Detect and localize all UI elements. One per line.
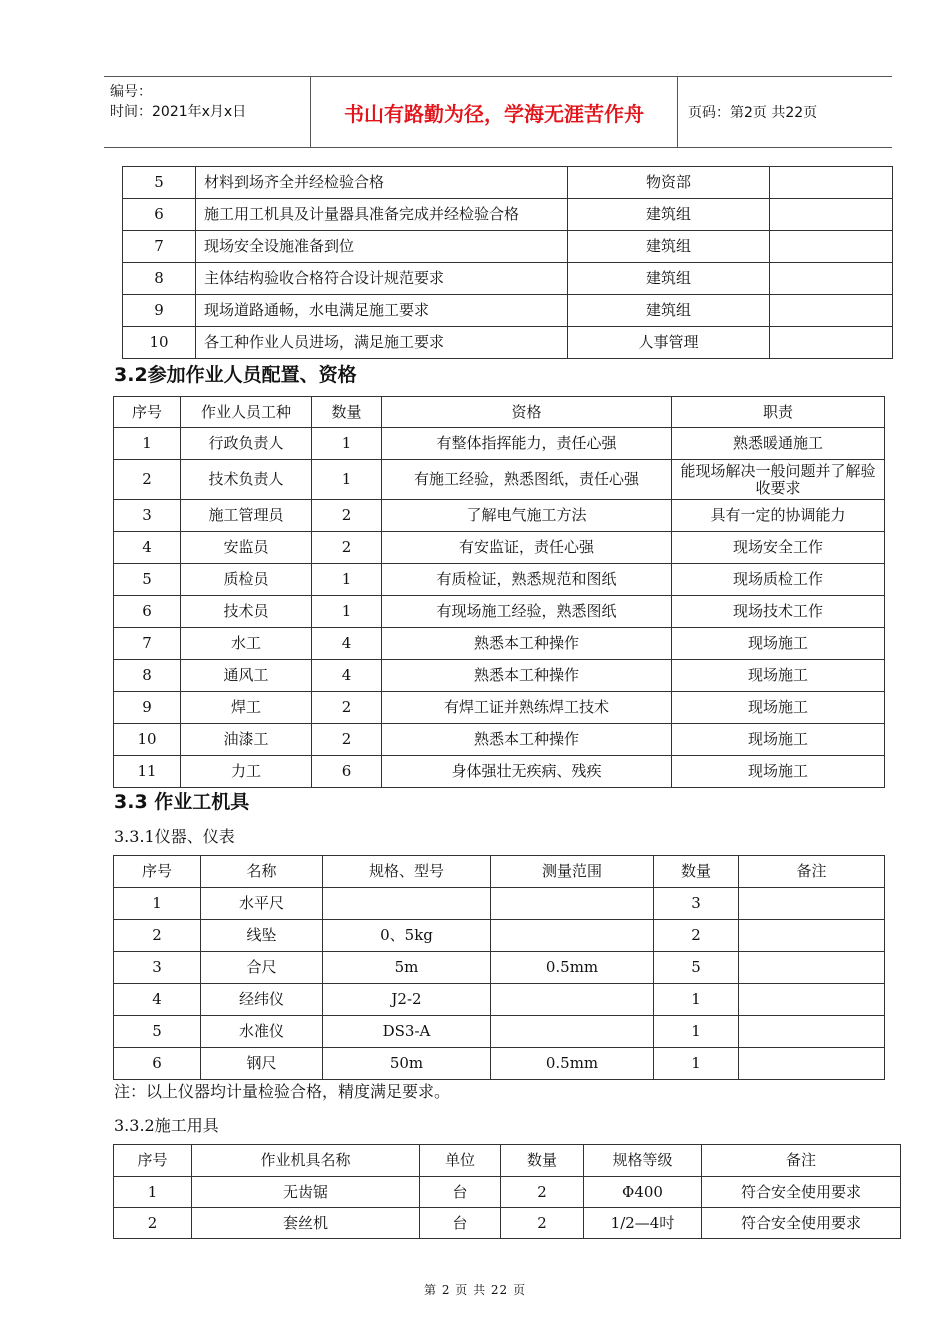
table-cell: 有安监证，责任心强: [382, 532, 672, 564]
table-cell: 现场技术工作: [672, 596, 885, 628]
table-cell: 建筑组: [568, 231, 770, 263]
header-row: [114, 856, 885, 888]
table-cell: 施工用工机具及计量器具准备完成并经检验合格: [196, 199, 568, 231]
table-row: [123, 231, 893, 263]
page-footer: 第 2 页 共 22 页: [424, 1283, 526, 1297]
table-cell: 6: [114, 596, 181, 628]
table-cell: 现场安全工作: [672, 532, 885, 564]
table-cell: 3: [114, 500, 181, 532]
table-cell: 7: [114, 628, 181, 660]
table-cell: 台: [420, 1177, 501, 1208]
section-3-3-title: 3.3 作业工机具: [114, 791, 250, 813]
table-cell: 8: [114, 660, 181, 692]
table-cell: [739, 984, 885, 1016]
table-cell: 主体结构验收合格符合设计规范要求: [196, 263, 568, 295]
table-cell: 8: [123, 263, 196, 295]
table-cell: 5: [654, 952, 739, 984]
table-cell: 2: [654, 920, 739, 952]
tools-table-body: [114, 1177, 901, 1239]
table-cell: 9: [114, 692, 181, 724]
column-header: 序号: [114, 397, 181, 428]
table-cell: 熟悉暖通施工: [672, 428, 885, 460]
column-header: 单位: [420, 1145, 501, 1177]
table-cell: 现场质检工作: [672, 564, 885, 596]
table-row: [114, 500, 885, 532]
table-cell: [770, 263, 893, 295]
header-row: [114, 397, 885, 428]
table-cell: 0.5mm: [491, 952, 654, 984]
column-header: 数量: [501, 1145, 584, 1177]
table-row: [114, 920, 885, 952]
table-cell: 1/2—4吋: [584, 1208, 702, 1239]
header-page-code: 页码：第2页 共22页: [688, 105, 818, 121]
table-row: [123, 263, 893, 295]
table-cell: 质检员: [181, 564, 312, 596]
table-cell: 现场道路通畅，水电满足施工要求: [196, 295, 568, 327]
table-row: [114, 532, 885, 564]
table-cell: 有整体指挥能力，责任心强: [382, 428, 672, 460]
table-cell: 施工管理员: [181, 500, 312, 532]
table-cell: 现场施工: [672, 724, 885, 756]
table-cell: 10: [123, 327, 196, 359]
table-cell: 9: [123, 295, 196, 327]
table-cell: [491, 1016, 654, 1048]
table-cell: 合尺: [201, 952, 323, 984]
table-row: [114, 1208, 901, 1239]
table-cell: 钢尺: [201, 1048, 323, 1080]
table-cell: 1: [654, 1048, 739, 1080]
table-cell: 0、5kg: [323, 920, 491, 952]
table-cell: [491, 984, 654, 1016]
column-header: 规格、型号: [323, 856, 491, 888]
table-row: [114, 460, 885, 500]
table-cell: 50m: [323, 1048, 491, 1080]
column-header: 作业机具名称: [192, 1145, 420, 1177]
section-3-3-2-title: 3.3.2施工用具: [114, 1116, 219, 1135]
table-cell: 6: [312, 756, 382, 788]
table-cell: [323, 888, 491, 920]
table-cell: 有质检证，熟悉规范和图纸: [382, 564, 672, 596]
table-cell: 材料到场齐全并经检验合格: [196, 167, 568, 199]
table-cell: 台: [420, 1208, 501, 1239]
table-cell: 套丝机: [192, 1208, 420, 1239]
header-meta: [104, 77, 310, 147]
table-cell: 水准仪: [201, 1016, 323, 1048]
table-cell: 2: [114, 460, 181, 500]
table-cell: 4: [114, 532, 181, 564]
column-header: 序号: [114, 856, 201, 888]
table-cell: 1: [312, 564, 382, 596]
table-cell: 有施工经验，熟悉图纸，责任心强: [382, 460, 672, 500]
table-cell: [491, 920, 654, 952]
table-cell: 5m: [323, 952, 491, 984]
table-cell: 行政负责人: [181, 428, 312, 460]
table-cell: 10: [114, 724, 181, 756]
column-header: 职责: [672, 397, 885, 428]
table-cell: 2: [501, 1208, 584, 1239]
header-number-label: 编号：: [110, 84, 152, 100]
table-cell: 建筑组: [568, 199, 770, 231]
column-header: 数量: [654, 856, 739, 888]
table-cell: 1: [312, 428, 382, 460]
column-header: 备注: [702, 1145, 901, 1177]
table-cell: Φ400: [584, 1177, 702, 1208]
table-cell: [491, 888, 654, 920]
table-row: [123, 295, 893, 327]
instruments-note: 注：以上仪器均计量检验合格，精度满足要求。: [114, 1082, 451, 1101]
table-row: [114, 1177, 901, 1208]
column-header: 资格: [382, 397, 672, 428]
table-cell: [739, 888, 885, 920]
table-cell: 熟悉本工种操作: [382, 628, 672, 660]
table-cell: 建筑组: [568, 295, 770, 327]
table-row: [123, 199, 893, 231]
table-cell: 了解电气施工方法: [382, 500, 672, 532]
table-cell: [739, 920, 885, 952]
column-header: 测量范围: [491, 856, 654, 888]
table-cell: 11: [114, 756, 181, 788]
table-cell: 熟悉本工种操作: [382, 660, 672, 692]
table-cell: [770, 231, 893, 263]
table-cell: 现场施工: [672, 660, 885, 692]
instruments-table-header: [114, 856, 885, 888]
table-cell: 5: [114, 1016, 201, 1048]
staff-table: [113, 396, 885, 788]
table-cell: 技术员: [181, 596, 312, 628]
table-cell: 经纬仪: [201, 984, 323, 1016]
table-cell: 熟悉本工种操作: [382, 724, 672, 756]
table-row: [114, 596, 885, 628]
table-cell: 建筑组: [568, 263, 770, 295]
table-row: [123, 327, 893, 359]
table-row: [114, 756, 885, 788]
table-cell: 现场施工: [672, 692, 885, 724]
table-row: [114, 1048, 885, 1080]
table-cell: [770, 327, 893, 359]
tools-table-header: [114, 1145, 901, 1177]
table-cell: 2: [312, 692, 382, 724]
section-3-2-title: 3.2参加作业人员配置、资格: [114, 364, 357, 386]
table-cell: 现场施工: [672, 756, 885, 788]
table-cell: 2: [312, 724, 382, 756]
column-header: 名称: [201, 856, 323, 888]
column-header: 序号: [114, 1145, 192, 1177]
table-cell: 水工: [181, 628, 312, 660]
table-row: [114, 724, 885, 756]
table-row: [114, 984, 885, 1016]
header-time-label: 时间：2021年x月x日: [110, 104, 247, 120]
table-row: [114, 692, 885, 724]
table-row: [114, 952, 885, 984]
table-cell: 能现场解决一般问题并了解验收要求: [672, 460, 885, 500]
table-cell: 3: [114, 952, 201, 984]
table-cell: [739, 952, 885, 984]
table-cell: 1: [114, 888, 201, 920]
column-header: 备注: [739, 856, 885, 888]
table-cell: 1: [312, 596, 382, 628]
table-cell: 各工种作业人员进场，满足施工要求: [196, 327, 568, 359]
table-cell: 线坠: [201, 920, 323, 952]
table-cell: DS3-A: [323, 1016, 491, 1048]
table-cell: 无齿锯: [192, 1177, 420, 1208]
prep-table: [122, 166, 893, 359]
table-cell: 2: [114, 1208, 192, 1239]
tools-table: [113, 1144, 901, 1239]
table-row: [114, 428, 885, 460]
table-cell: 4: [312, 628, 382, 660]
table-cell: 具有一定的协调能力: [672, 500, 885, 532]
table-cell: 技术负责人: [181, 460, 312, 500]
section-3-3-1-title: 3.3.1仪器、仪表: [114, 827, 235, 846]
table-cell: 物资部: [568, 167, 770, 199]
table-row: [114, 628, 885, 660]
table-cell: 1: [312, 460, 382, 500]
table-row: [114, 888, 885, 920]
table-cell: 1: [654, 984, 739, 1016]
table-cell: 2: [501, 1177, 584, 1208]
table-cell: J2-2: [323, 984, 491, 1016]
table-cell: 油漆工: [181, 724, 312, 756]
page-header: [104, 76, 892, 148]
header-motto: 书山有路勤为径，学海无涯苦作舟: [310, 77, 678, 147]
table-row: [114, 660, 885, 692]
table-cell: 通风工: [181, 660, 312, 692]
table-cell: 人事管理: [568, 327, 770, 359]
table-cell: 1: [114, 428, 181, 460]
table-cell: 6: [123, 199, 196, 231]
staff-table-body: [114, 428, 885, 788]
table-cell: 6: [114, 1048, 201, 1080]
table-cell: 2: [114, 920, 201, 952]
table-cell: 1: [654, 1016, 739, 1048]
staff-table-header: [114, 397, 885, 428]
column-header: 作业人员工种: [181, 397, 312, 428]
table-cell: 7: [123, 231, 196, 263]
table-row: [114, 1016, 885, 1048]
table-cell: [739, 1048, 885, 1080]
table-row: [114, 564, 885, 596]
table-cell: 身体强壮无疾病、残疾: [382, 756, 672, 788]
table-cell: 力工: [181, 756, 312, 788]
table-row: [123, 167, 893, 199]
table-cell: 5: [114, 564, 181, 596]
column-header: 数量: [312, 397, 382, 428]
table-cell: 符合安全使用要求: [702, 1177, 901, 1208]
table-cell: 4: [312, 660, 382, 692]
table-cell: 1: [114, 1177, 192, 1208]
instruments-table-body: [114, 888, 885, 1080]
table-cell: [739, 1016, 885, 1048]
table-cell: 安监员: [181, 532, 312, 564]
table-cell: 2: [312, 532, 382, 564]
instruments-table: [113, 855, 885, 1080]
prep-table-body: [123, 167, 893, 359]
table-cell: [770, 167, 893, 199]
table-cell: 符合安全使用要求: [702, 1208, 901, 1239]
table-cell: 现场施工: [672, 628, 885, 660]
table-cell: 现场安全设施准备到位: [196, 231, 568, 263]
table-cell: [770, 199, 893, 231]
table-cell: 有焊工证并熟练焊工技术: [382, 692, 672, 724]
table-cell: 水平尺: [201, 888, 323, 920]
table-cell: 有现场施工经验，熟悉图纸: [382, 596, 672, 628]
table-cell: 0.5mm: [491, 1048, 654, 1080]
header-row: [114, 1145, 901, 1177]
column-header: 规格等级: [584, 1145, 702, 1177]
table-cell: 焊工: [181, 692, 312, 724]
table-cell: 3: [654, 888, 739, 920]
table-cell: 5: [123, 167, 196, 199]
table-cell: 4: [114, 984, 201, 1016]
table-cell: 2: [312, 500, 382, 532]
table-cell: [770, 295, 893, 327]
